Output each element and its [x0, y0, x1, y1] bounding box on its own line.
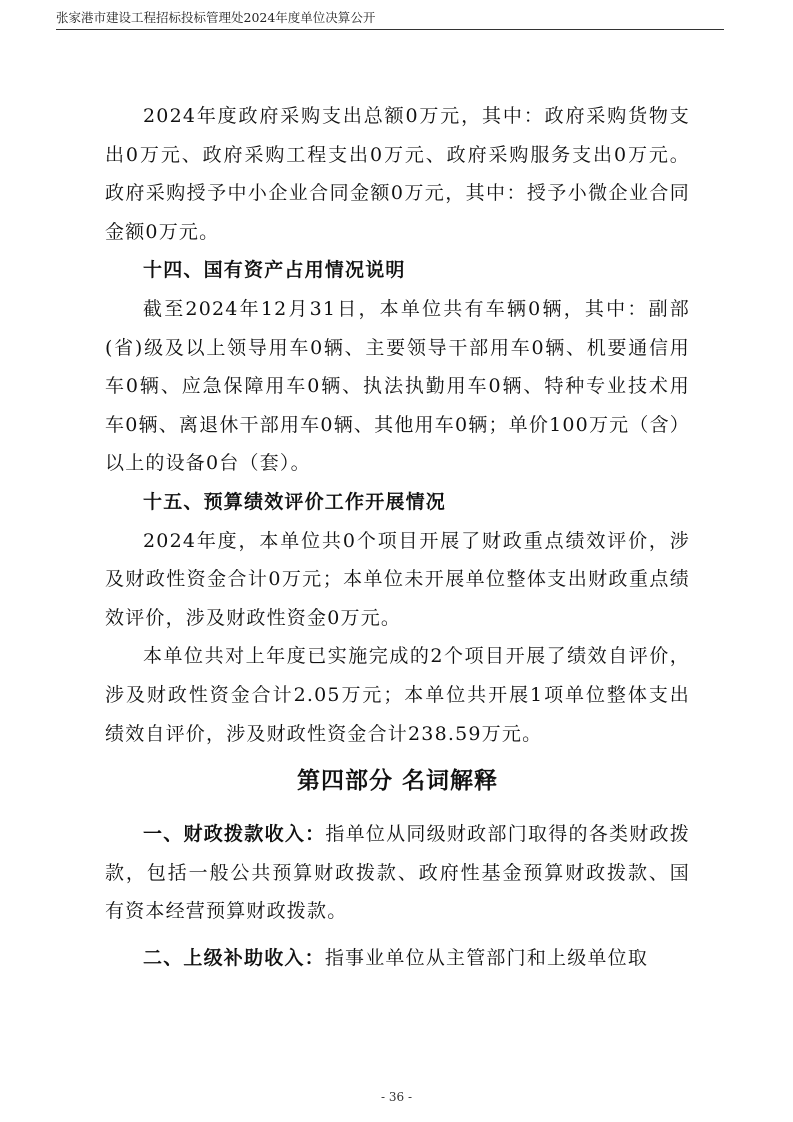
- term-label-1: 一、财政拨款收入：: [143, 823, 326, 846]
- term-label-2: 二、上级补助收入：: [143, 946, 325, 969]
- document-body: [105, 97, 690, 977]
- assets-paragraph: 截至2024年12月31日，本单位共有车辆0辆，其中：副部(省)级及以上领导用车0辆、主要领导干部用车0辆、机要通信用车0辆、应急保障用车0辆、执法执勤用车0辆、特种专业技术用车0辆、离退休干部用车0辆、其他用车0辆；单价100万元（含）以上的设备0台（套）。: [105, 297, 690, 475]
- performance-paragraph-2: 本单位共对上年度已实施完成的2个项目开展了绩效自评价，涉及财政性资金合计2.05万元；本单位共开展1项单位整体支出绩效自评价，涉及财政性资金合计238.59万元。: [105, 645, 690, 745]
- page-number: - 36 -: [380, 1090, 412, 1104]
- term-definition-1: [105, 815, 690, 931]
- performance-paragraph-1: 2024年度，本单位共0个项目开展了财政重点绩效评价，涉及财政性资金合计0万元；本单位未开展单位整体支出财政重点绩效评价，涉及财政性资金0万元。: [105, 529, 690, 629]
- part-title: 第四部分 名词解释: [296, 768, 498, 795]
- term-text-1: 指单位从同级财政部门取得的各类财政拨款，包括一般公共预算财政拨款、政府性基金预算财政拨款、国有资本经营预算财政拨款。: [105, 823, 690, 923]
- procurement-paragraph: 2024年度政府采购支出总额0万元，其中：政府采购货物支出0万元、政府采购工程支出0万元、政府采购服务支出0万元。政府采购授予中小企业合同金额0万元，其中：授予小微企业合同金额0万元。: [105, 105, 690, 243]
- term-text-2: 指事业单位从主管部门和上级单位取: [324, 946, 649, 969]
- page-header: 张家港市建设工程招标投标管理处2024年度单位决算公开: [56, 10, 724, 30]
- section-heading-14: 十四、国有资产占用情况说明: [143, 259, 406, 282]
- term-definition-2: [105, 939, 690, 978]
- section-heading-15: 十五、预算绩效评价工作开展情况: [143, 490, 447, 513]
